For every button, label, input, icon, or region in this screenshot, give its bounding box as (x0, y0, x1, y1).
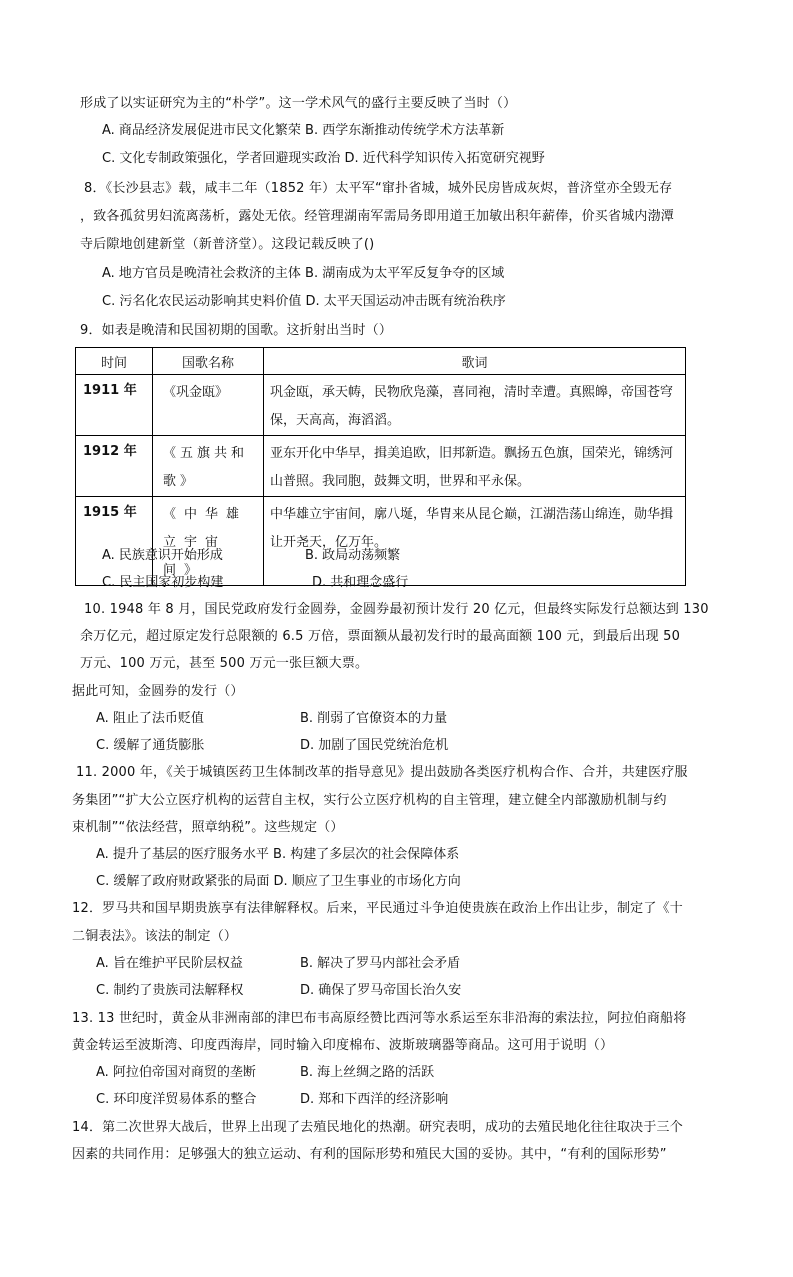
q8-stem-line3: 寺后隙地创建新堂（新普济堂）。这段记载反映了() (80, 237, 375, 252)
q8-stem-line2: ，致各孤贫男妇流离荡析，露处无依。经管理湖南军需局务即用道王加敏出积年薪俸，价买省城内渤潭 (80, 209, 675, 224)
header-lyrics: 歌词 (264, 348, 686, 375)
q9-option-a: A. 民族意识开始形成 (102, 548, 223, 563)
row-anthem-name: 《中华雄立宇宙间》 (153, 497, 264, 586)
table-row (76, 497, 686, 586)
q9-option-c: C. 民主国家初步构建 (102, 575, 224, 590)
q11-stem-line1: 11. 2000 年，《关于城镇医药卫生体制改革的指导意见》提出鼓励各类医疗机构合作、合并，共建医疗服 (76, 765, 688, 780)
q11-stem-line3: 束机制”“依法经营，照章纳税”。这些规定（） (72, 820, 344, 835)
q10-stem-line4: 据此可知，金圆券的发行（） (72, 684, 244, 699)
q14-stem-line1: 14．第二次世界大战后，世界上出现了去殖民地化的热潮。研究表明，成功的去殖民地化往往取决于三个 (72, 1120, 683, 1135)
q10-option-a: A. 阻止了法币贬值 (96, 711, 204, 726)
q14-stem-line2: 因素的共同作用：足够强大的独立运动、有利的国际形势和殖民大国的妥协。其中，“有利的国际形势” (72, 1147, 667, 1162)
q13-option-d: D. 郑和下西洋的经济影响 (300, 1092, 449, 1107)
q9-option-b: B. 政局动荡频繁 (305, 548, 401, 563)
q12-stem-line2: 二铜表法》。该法的制定（） (72, 929, 238, 944)
q12-option-c: C. 制约了贵族司法解释权 (96, 983, 244, 998)
row-lyrics: 巩金瓯，承天帱，民物欣凫藻，喜同袍，清时幸遭。真熙皞，帝国苍穹保，天高高，海滔滔。 (264, 375, 686, 436)
q13-option-b: B. 海上丝绸之路的活跃 (300, 1065, 435, 1080)
q11-options-row2: C. 缓解了政府财政紧张的局面 D. 顺应了卫生事业的市场化方向 (96, 874, 461, 889)
q13-option-c: C. 环印度洋贸易体系的整合 (96, 1092, 257, 1107)
row-year: 1911 年 (76, 375, 153, 436)
q12-option-a: A. 旨在维护平民阶层权益 (96, 956, 243, 971)
row-lyrics: 亚东开化中华早，揖美追欧，旧邦新造。飘扬五色旗，国荣光，锦绣河山普照。我同胞，鼓舞文明，世界和平永保。 (264, 436, 686, 497)
q9-stem: 9．如表是晚清和民国初期的国歌。这折射出当时（） (80, 323, 393, 338)
q11-options-row1: A. 提升了基层的医疗服务水平 B. 构建了多层次的社会保障体系 (96, 847, 460, 862)
row-anthem-name: 《五旗共和歌》 (153, 436, 264, 497)
q10-option-d: D. 加剧了国民党统治危机 (300, 738, 449, 753)
table-row (76, 375, 686, 436)
q13-stem-line1: 13. 13 世纪时，黄金从非洲南部的津巴布韦高原经赞比西河等水系运至东非沿海的索法拉，阿拉伯商船将 (72, 1011, 687, 1026)
header-time: 时间 (76, 348, 153, 375)
row-lyrics: 中华雄立宇宙间，廓八埏，华胄来从昆仑巅，江湖浩荡山绵连，勋华揖让开尧天，亿万年。 (264, 497, 686, 586)
q12-stem-line1: 12．罗马共和国早期贵族享有法律解释权。后来，平民通过斗争迫使贵族在政治上作出让步，制定了《十 (72, 901, 683, 916)
q10-option-b: B. 削弱了官僚资本的力量 (300, 711, 448, 726)
q8-stem-line1: 8．《长沙县志》载，咸丰二年（1852 年）太平军“窜扑省城，城外民房皆成灰烬，普济堂亦全毁无存 (84, 181, 673, 196)
q8-options-row1: A. 地方官员是晚清社会救济的主体 B. 湖南成为太平军反复争夺的区域 (102, 266, 505, 281)
q9-option-d: D. 共和理念盛行 (312, 575, 409, 590)
q7-options-row1: A. 商品经济发展促进市民文化繁荣 B. 西学东渐推动传统学术方法革新 (102, 123, 505, 138)
table-header-row (76, 348, 686, 375)
q7-stem-tail: 形成了以实证研究为主的“朴学”。这一学术风气的盛行主要反映了当时（） (80, 96, 517, 111)
q7-options-row2: C. 文化专制政策强化，学者回避现实政治 D. 近代科学知识传入拓宽研究视野 (102, 151, 545, 166)
q8-options-row2: C. 污名化农民运动影响其史料价值 D. 太平天国运动冲击既有统治秩序 (102, 294, 506, 309)
q10-stem-line2: 余万亿元，超过原定发行总限额的 6.5 万倍，票面额从最初发行时的最高面额 100 元，到最后出现 50 (80, 629, 681, 644)
q11-stem-line2: 务集团”“扩大公立医疗机构的运营自主权，实行公立医疗机构的自主管理，建立健全内部激励机制与约 (72, 793, 667, 808)
header-anthem-name: 国歌名称 (153, 348, 264, 375)
table-row (76, 436, 686, 497)
q13-option-a: A. 阿拉伯帝国对商贸的垄断 (96, 1065, 256, 1080)
q10-option-c: C. 缓解了通货膨胀 (96, 738, 205, 753)
q12-option-b: B. 解决了罗马内部社会矛盾 (300, 956, 461, 971)
row-year: 1912 年 (76, 436, 153, 497)
q10-stem-line1: 10. 1948 年 8 月，国民党政府发行金圆券，金圆券最初预计发行 20 亿元，但最终实际发行总额达到 130 (84, 602, 709, 617)
q12-option-d: D. 确保了罗马帝国长治久安 (300, 983, 462, 998)
q10-stem-line3: 万元、100 万元，甚至 500 万元一张巨额大票。 (80, 656, 369, 671)
row-year: 1915 年 (76, 497, 153, 586)
row-anthem-name: 《巩金瓯》 (153, 375, 264, 436)
q13-stem-line2: 黄金转运至波斯湾、印度西海岸，同时输入印度棉布、波斯玻璃器等商品。这可用于说明（） (72, 1038, 614, 1053)
